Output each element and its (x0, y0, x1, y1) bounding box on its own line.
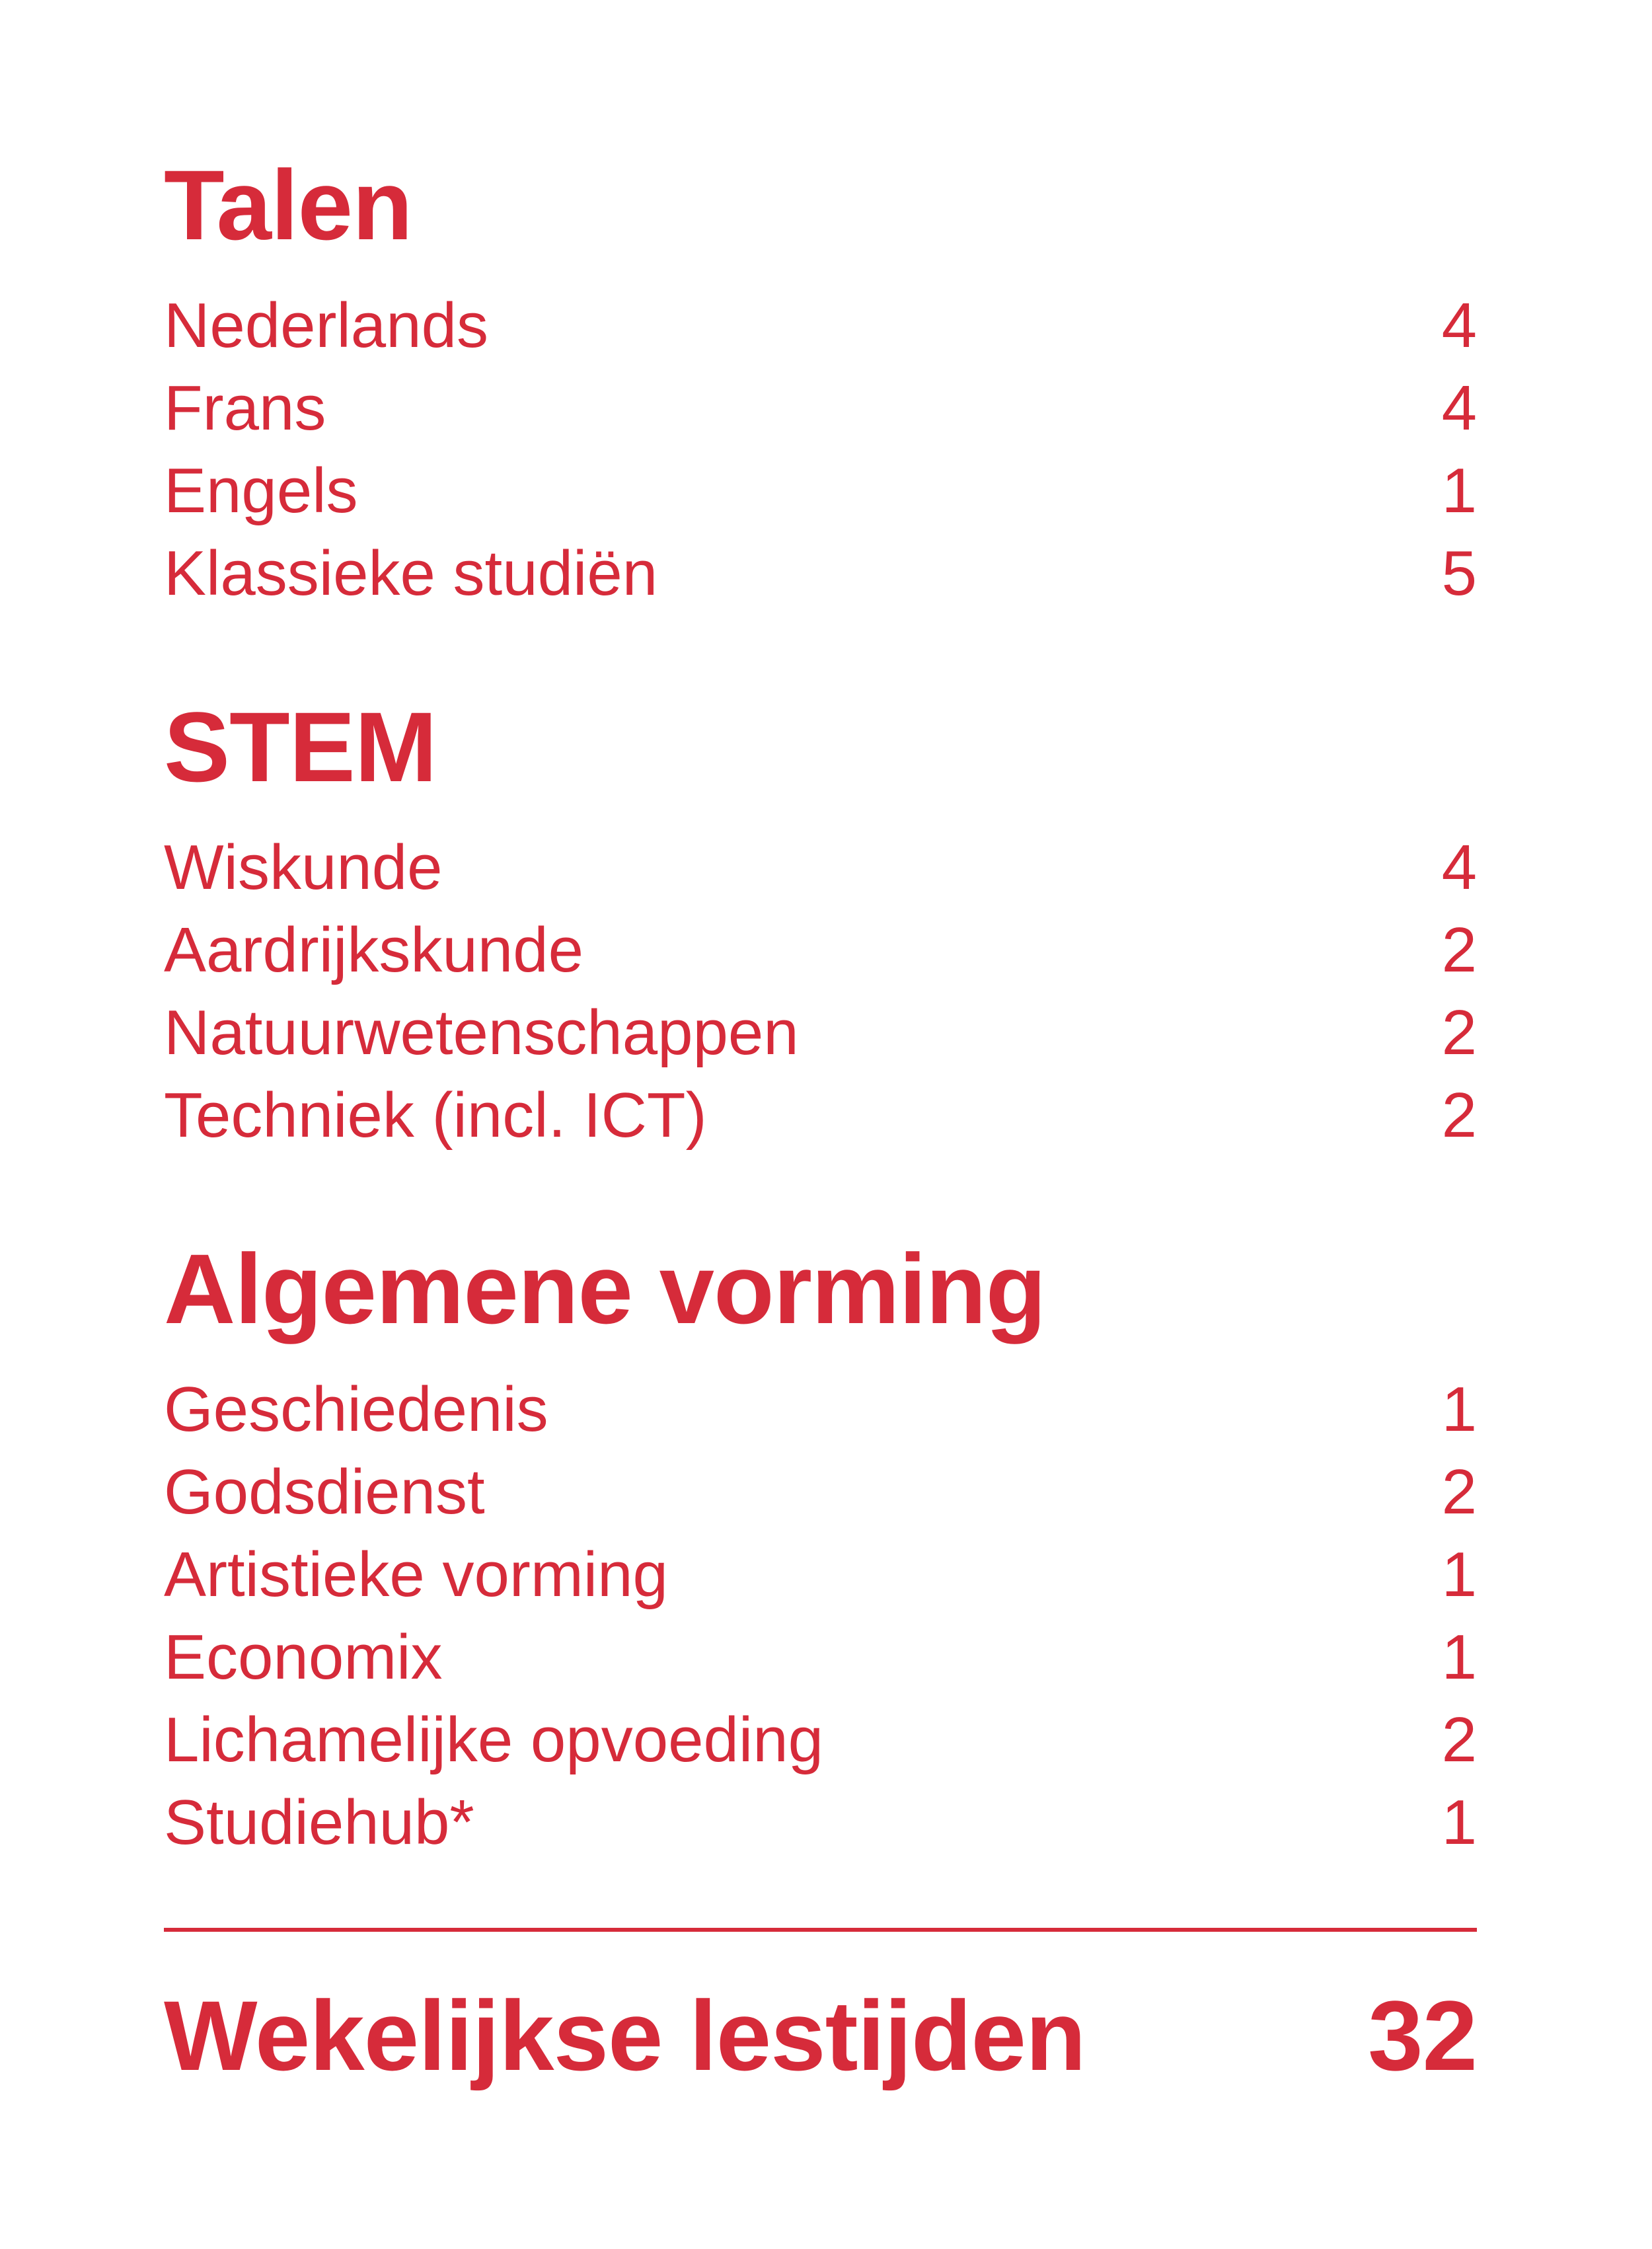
lesson-table (164, 0, 1485, 2249)
subject-row (164, 449, 1477, 532)
section-title: Talen (164, 149, 412, 260)
subject-hours: 1 (1441, 1787, 1477, 1858)
subject-name: Natuurwetenschappen (164, 997, 799, 1068)
total-divider (164, 1928, 1477, 1932)
subject-row (164, 826, 1477, 909)
subject-name: Aardrijkskunde (164, 915, 583, 985)
subject-name: Nederlands (164, 290, 488, 361)
subject-name: Godsdienst (164, 1457, 485, 1527)
subject-hours: 2 (1441, 1704, 1477, 1775)
subject-hours: 2 (1441, 1457, 1477, 1527)
subject-name: Engels (164, 455, 358, 526)
subject-row (164, 284, 1477, 367)
subject-row (164, 1074, 1477, 1157)
subject-name: Techniek (incl. ICT) (164, 1080, 707, 1151)
subject-name: Klassieke studiën (164, 538, 658, 609)
subject-hours: 4 (1441, 373, 1477, 443)
subject-row (164, 1451, 1477, 1533)
subject-name: Artistieke vorming (164, 1539, 668, 1610)
subject-row (164, 909, 1477, 991)
total-label: Wekelijkse lestijden (164, 1980, 1086, 2091)
subject-name: Economix (164, 1622, 443, 1693)
subject-row (164, 1533, 1477, 1616)
section-title: Algemene vorming (164, 1233, 1046, 1344)
total-value: 32 (1368, 1980, 1477, 2091)
subject-name: Geschiedenis (164, 1374, 548, 1445)
subject-row (164, 367, 1477, 449)
subject-name: Frans (164, 373, 326, 443)
subject-hours: 4 (1441, 290, 1477, 361)
subject-hours: 1 (1441, 1374, 1477, 1445)
subject-hours: 2 (1441, 915, 1477, 985)
subject-hours: 2 (1441, 997, 1477, 1068)
section-title: STEM (164, 691, 437, 802)
subject-name: Studiehub* (164, 1787, 474, 1858)
subject-hours: 5 (1441, 538, 1477, 609)
subject-hours: 1 (1441, 1539, 1477, 1610)
subject-row (164, 1781, 1477, 1864)
subject-hours: 4 (1441, 832, 1477, 903)
subject-hours: 2 (1441, 1080, 1477, 1151)
subject-row (164, 991, 1477, 1074)
subject-row (164, 1698, 1477, 1781)
total-row (164, 1979, 1477, 2092)
subject-hours: 1 (1441, 1622, 1477, 1693)
subject-name: Lichamelijke opvoeding (164, 1704, 823, 1775)
subject-hours: 1 (1441, 455, 1477, 526)
subject-row (164, 1616, 1477, 1698)
subject-row (164, 1368, 1477, 1451)
subject-row (164, 532, 1477, 615)
subject-name: Wiskunde (164, 832, 443, 903)
